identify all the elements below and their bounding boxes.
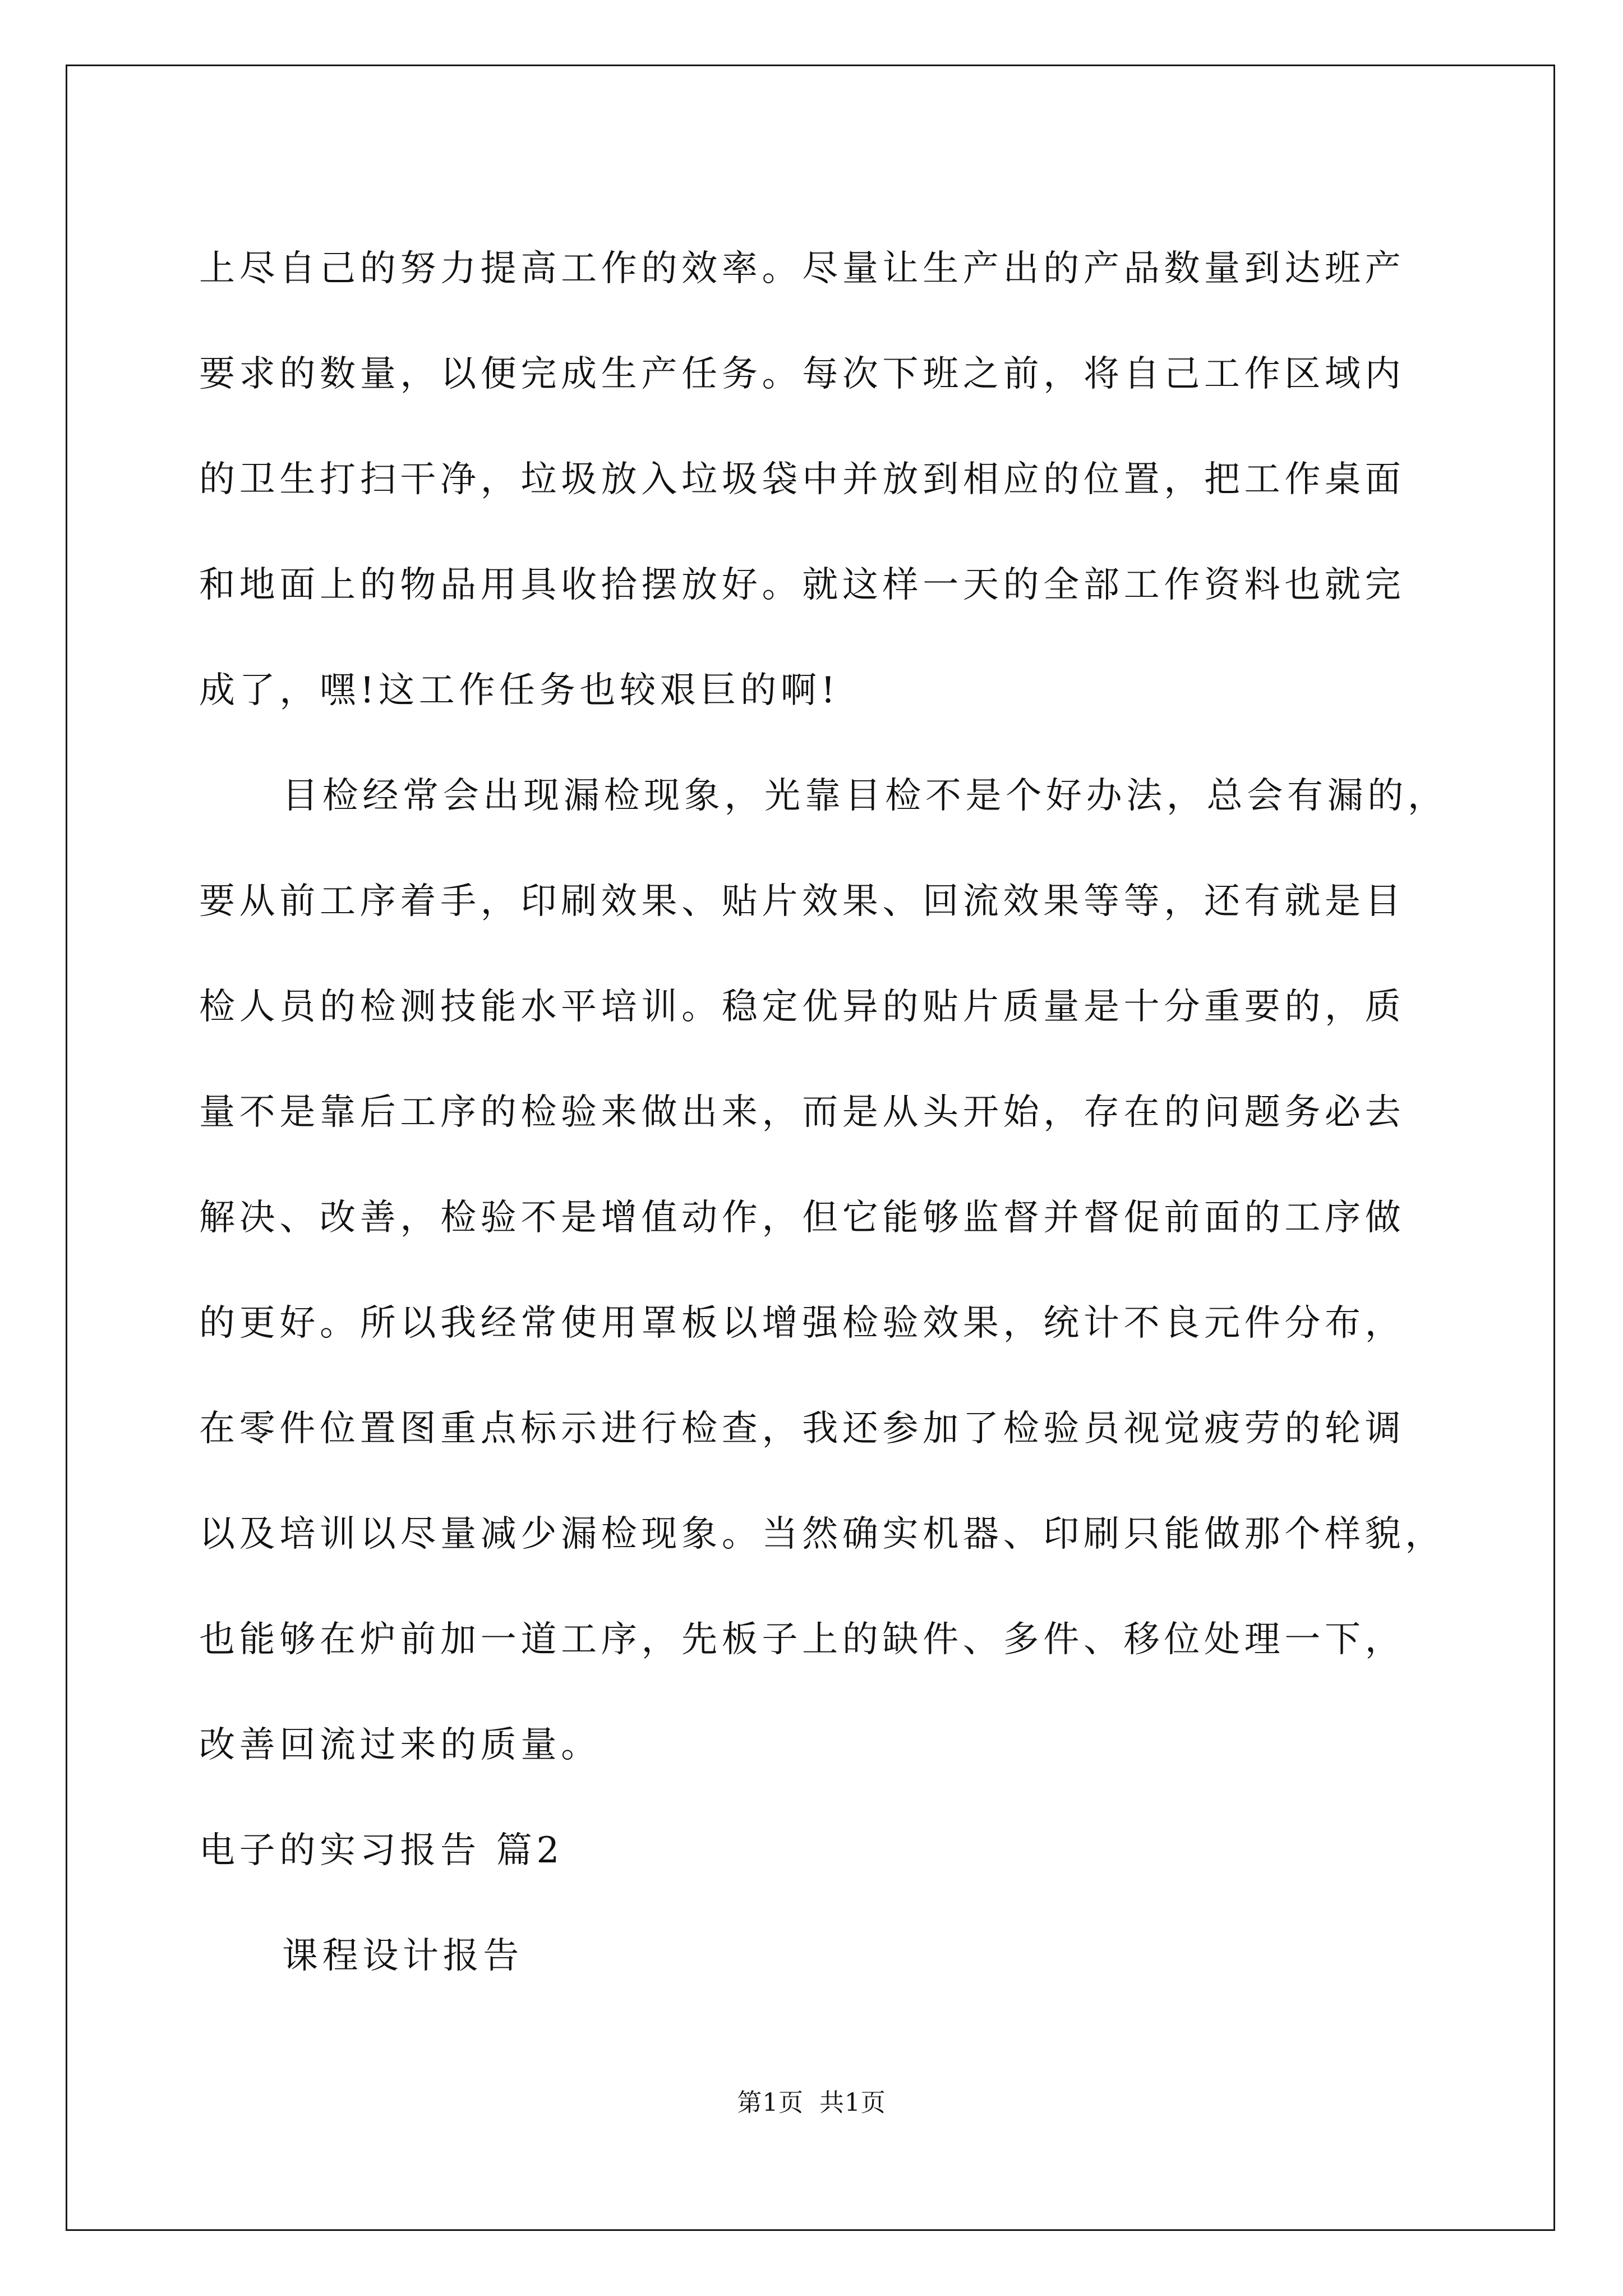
text-line: 和地面上的物品用具收拾摆放好。就这样一天的全部工作资料也就完 [199, 564, 1405, 606]
section-heading: 电子的实习报告 篇2 [199, 1830, 564, 1871]
page-footer: 第1页 共1页 [737, 2088, 886, 2117]
paragraph-2 [199, 743, 1467, 1798]
subheading: 课程设计报告 [282, 1935, 524, 1977]
text-line: 以及培训以尽量减少漏检现象。当然确实机器、印刷只能做那个样貌， [199, 1513, 1446, 1555]
text-line: 解决、改善，检验不是增值动作，但它能够监督并督促前面的工序做 [199, 1197, 1405, 1239]
text-line: 检人员的检测技能水平培训。稳定优异的贴片质量是十分重要的，质 [199, 986, 1405, 1028]
text-line: 要从前工序着手，印刷效果、贴片效果、回流效果等等，还有就是目 [199, 881, 1405, 922]
text-line: 的卫生打扫干净，垃圾放入垃圾袋中并放到相应的位置，把工作桌面 [199, 459, 1405, 500]
text-line: 成了，嘿!这工作任务也较艰巨的啊! [199, 670, 840, 711]
text-line: 在零件位置图重点标示进行检查，我还参加了检验员视觉疲劳的轮调 [199, 1408, 1405, 1450]
text-line: 上尽自己的努力提高工作的效率。尽量让生产出的产品数量到达班产 [199, 248, 1405, 289]
paragraph-1 [199, 216, 1467, 743]
text-line: 目检经常会出现漏检现象，光靠目检不是个好办法，总会有漏的， [282, 775, 1448, 817]
text-line: 的更好。所以我经常使用罩板以增强检验效果，统计不良元件分布， [199, 1303, 1405, 1344]
text-line: 量不是靠后工序的检验来做出来，而是从头开始，存在的问题务必去 [199, 1092, 1405, 1133]
text-line: 也能够在炉前加一道工序，先板子上的缺件、多件、移位处理一下， [199, 1619, 1405, 1660]
document-body [199, 216, 1467, 2009]
text-line: 改善回流过来的质量。 [199, 1724, 601, 1766]
text-line: 要求的数量，以便完成生产任务。每次下班之前，将自己工作区域内 [199, 353, 1405, 395]
